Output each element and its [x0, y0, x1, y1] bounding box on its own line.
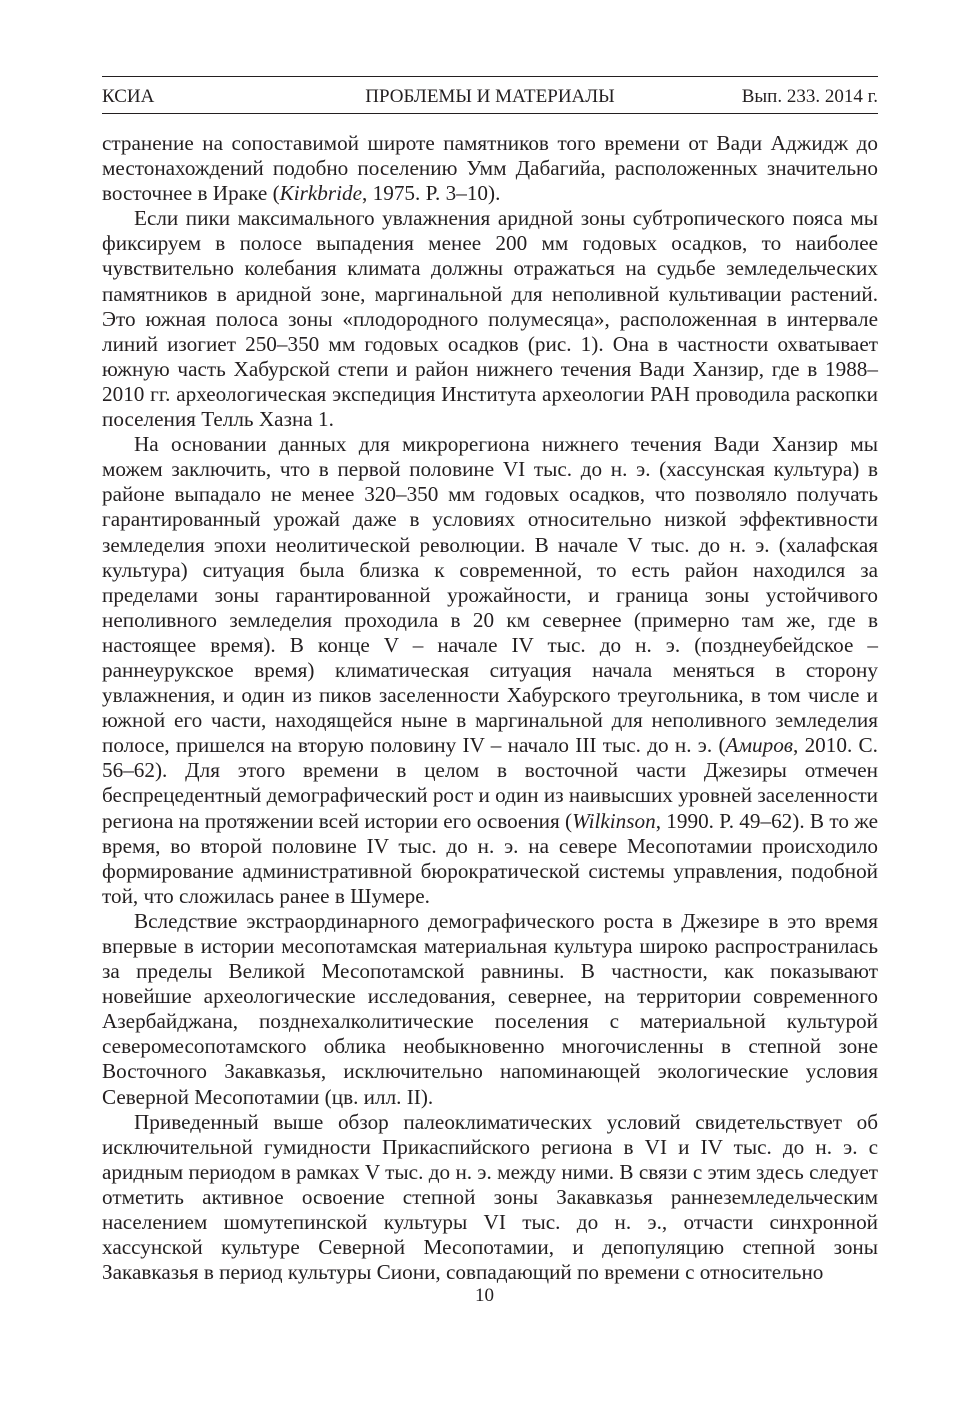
page-number: 10	[475, 1285, 494, 1306]
paragraph	[102, 131, 878, 206]
issue-info: Вып. 233. 2014 г.	[741, 86, 878, 107]
text-run: , 2010. С. 56–62). Для этого времени в целом в восточной части Джезиры отмечен беспрецедентный демографический рост и один из наивысших уровней заселенности региона на протяжении всей истории его освоения (	[102, 733, 878, 833]
journal-abbreviation: КСИА	[102, 86, 155, 107]
text-run: , 1975. P. 3–10).	[362, 181, 501, 206]
section-title: ПРОБЛЕМЫ И МАТЕРИАЛЫ	[365, 86, 615, 107]
text-run: Если пики максимального увлажнения аридной зоны субтропического пояса мы фиксируем в полосе выпадения менее 200 мм годовых осадков, то наиболее чувствительно колебания климата должны отражаться на судьбе земледельческих памятников в аридной зоне, маргинальной для неполивной культивации растений. Это южная полоса зоны «плодородного полумесяца», расположенная в интервале линий изогиет 250–350 мм годовых осадков (рис. 1). Она в частности охватывает южную часть Хабурской степи и район нижнего течения Вади Ханзир, где в 1988–2010 гг. археологическая экспедиция Института археологии РАН проводила раскопки поселения Телль Хазна 1.	[102, 206, 878, 432]
paragraph	[102, 432, 878, 909]
paragraph	[102, 1110, 878, 1286]
body-text	[102, 131, 878, 1285]
text-run: Вследствие экстраординарного демографического роста в Джезире в это время впервые в истории месопотамская материальная культура широко распространилась за пределы Великой Месопотамской равнины. В частности, как показывают новейшие археологические исследования, севернее, на территории современного Азербайджана, позднехалколитические поселения с материальной культурой северомесопотамского облика необыкновенно многочисленны в степной зоне Восточного Закавказья, исключительно напоминающей экологические условия Северной Месопотамии (цв. илл. II).	[102, 908, 878, 1109]
citation-author: Wilkinson	[572, 808, 656, 833]
citation-author: Kirkbride	[279, 181, 363, 206]
text-run: странение на сопоставимой широте памятников того времени от Вади Аджидж до местонахождений подобно поселению Умм Дабагийа, расположенных значительно восточнее в Ираке (	[102, 131, 878, 206]
header-bottom-rule	[102, 113, 878, 114]
citation-author: Амиров	[725, 733, 793, 758]
text-run: , 1990. P. 49–62). В то же время, во второй половине IV тыс. до н. э. на севере Месопотамии происходило формирование административной бюрократической системы управления, подобной той, что сложилась ранее в Шумере.	[102, 808, 878, 908]
text-run: Приведенный выше обзор палеоклиматических условий свидетельствует об исключительной гумидности Прикаспийского региона в VI и IV тыс. до н. э. с аридным периодом в рамках V тыс. до н. э. между ними. В связи с этим здесь следует отметить активное освоение степной зоны Закавказья раннеземледельческим населением шомутепинской культуры VI тыс. до н. э., отчасти синхронной хассунской культуре Северной Месопотамии, и депопуляцию степной зоны Закавказья в период культуры Сиони, совпадающий по времени с относительно	[102, 1109, 878, 1285]
running-header	[102, 82, 878, 112]
text-run: На основании данных для микрорегиона нижнего течения Вади Ханзир мы можем заключить, что в первой половине VI тыс. до н. э. (хассунская культура) в районе выпадало не менее 320–350 мм годовых осадков, что позволяло получать гарантированный урожай даже в условиях относительно низкой эффективности земледелия эпохи неолитической революции. В начале V тыс. до н. э. (халафская культура) ситуация была близка к современной, то есть район находился за пределами зоны гарантированной урожайности, и граница зоны устойчивого неполивного земледелия проходила в 20 км севернее (примерно там же, где в настоящее время). В конце V – начале IV тыс. до н. э. (позднеубейдское – раннеурукское время) климатическая ситуация начала меняться в сторону увлажнения, и один из пиков заселенности Хабурского треугольника, в том числе и южной его части, находящейся ныне в маргинальной для неполивного земледелия полосе, пришелся на вторую половину IV – начало III тыс. до н. э. (	[102, 432, 878, 758]
paragraph	[102, 909, 878, 1110]
header-top-rule	[102, 76, 878, 77]
paragraph	[102, 206, 878, 432]
